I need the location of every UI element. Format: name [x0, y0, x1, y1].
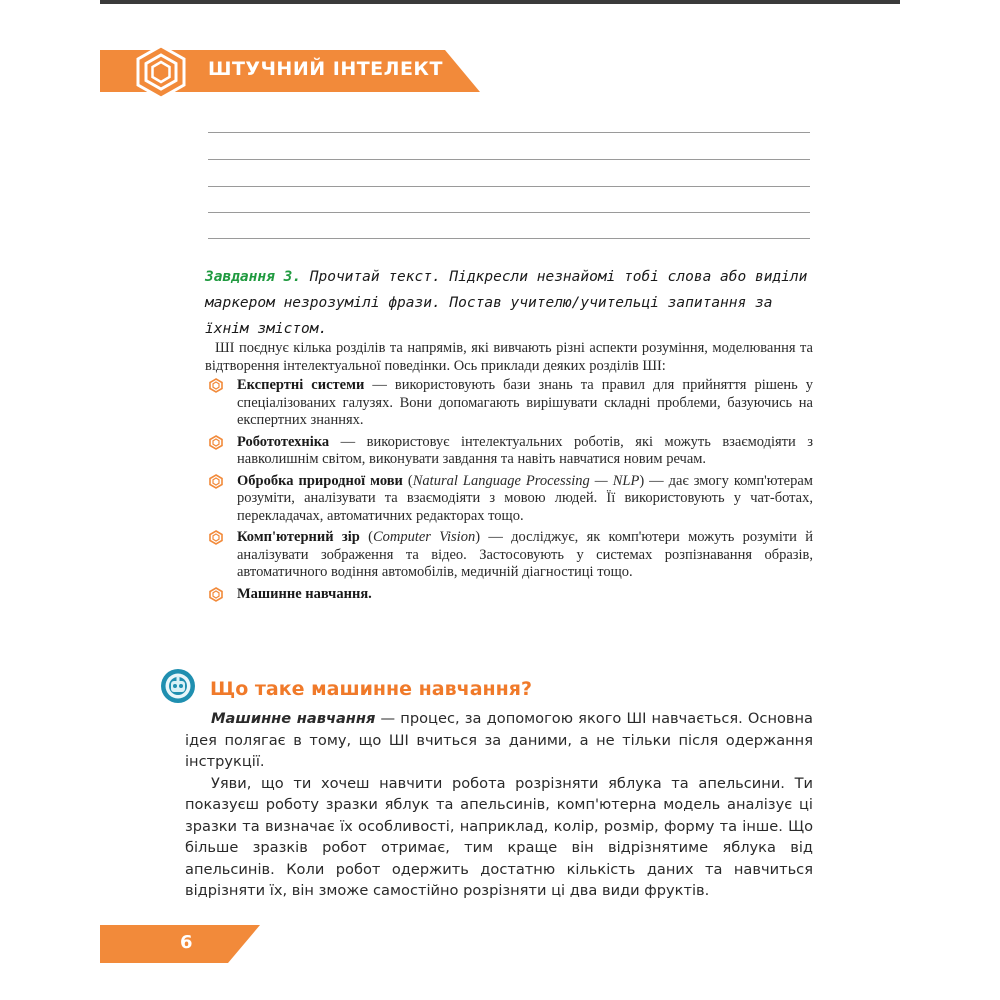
list-item — [205, 529, 813, 582]
bullet-tail: ) — досліджує, як комп'ютери можуть розуміти й аналізувати зображення та відео. Застосовують у системах розпізнавання образів, автоматичного водіння автомобілів, медичній діагностиці тощо. — [237, 529, 813, 580]
section-title: Що таке машинне навчання? — [210, 678, 532, 700]
hexagon-bullet-icon — [209, 435, 223, 450]
paragraph-text: — процес, за допомогою якого ШІ навчається. Основна ідея полягає в тому, що ШІ вчиться за даними, а не тільки після одержання інструкції. — [185, 710, 814, 770]
paragraph: Уяви, що ти хочеш навчити робота розрізняти яблука та апельсини. Ти показуєш роботу зразки яблук та апельсинів, комп'ютерна модель аналізує ці зразки та визначає їх особливості, наприклад, колір, розмір, форму та інше. Що більше зразків робот отримає, тим краще він відрізнятиме яблука від апельсинів. Коли робот одержить достатню кількість даних та навчиться відрізняти їх, він зможе самостійно розрізняти ці два види фруктів. — [185, 774, 813, 899]
hexagon-bullet-icon — [209, 474, 223, 489]
hexagon-bullet-icon — [209, 530, 223, 545]
list-item — [205, 434, 813, 469]
machine-learning-text — [185, 708, 813, 902]
list-item — [205, 586, 813, 604]
page-number: 6 — [180, 932, 193, 953]
bullet-text: — використовує інтелектуальних роботів, які можуть взаємодіяти з навколишнім світом, виконувати завдання та навіть навчатися новим речам. — [237, 433, 813, 467]
task-text: Прочитай текст. Підкресли незнайомі тобі слова або виділи маркером незрозумілі фрази. Постав учителю/учительці запитання за їхнім змістом. — [205, 269, 808, 337]
intro-paragraph — [205, 340, 813, 375]
task-label: Завдання 3. — [205, 269, 302, 285]
bullet-italic: Computer Vision — [372, 529, 476, 545]
answer-line — [208, 212, 810, 213]
list-item — [205, 377, 813, 430]
ai-sections-text — [205, 340, 813, 607]
bullet-term: Машинне навчання. — [237, 585, 372, 602]
bullet-text: ( — [402, 472, 413, 489]
answer-line — [208, 132, 810, 133]
bullet-term: Обробка природної мови — [237, 472, 403, 489]
bullet-text: — використовують бази знань та правил для прийняття рішень у спеціалізованих галузях. Вони допомагають вирішувати складні проблеми, базуючись на експертних знаннях. — [237, 377, 813, 428]
answer-line — [208, 238, 810, 239]
bullet-term: Комп'ютерний зір — [237, 529, 360, 545]
answer-line — [208, 186, 810, 187]
header-title: ШТУЧНИЙ ІНТЕЛЕКТ — [208, 58, 443, 80]
hexagon-bullet-icon — [209, 378, 223, 393]
sections-list — [205, 377, 813, 603]
task-instruction — [205, 264, 815, 342]
list-item — [205, 473, 813, 526]
bullet-term: Робототехніка — [237, 433, 330, 450]
hexagon-icon — [135, 44, 187, 100]
bullet-italic: Natural Language Processing — NLP — [412, 472, 640, 489]
intro-text: ШІ поєднує кілька розділів та напрямів, які вивчають різні аспекти розуміння, моделювання та відтворення інтелектуальної поведінки. Ось приклади деяких розділів ШІ: — [205, 340, 813, 374]
paragraph — [185, 708, 813, 773]
bullet-tail: ) — дає змогу комп'ютерам розуміти, аналізувати та взаємодіяти з мовою людей. Її використовують у чат-ботах, перекладачах, автоматичних редакторах тощо. — [237, 472, 813, 524]
top-border — [100, 0, 900, 4]
robot-head-icon — [160, 668, 196, 704]
hexagon-bullet-icon — [209, 587, 223, 602]
bullet-term: Експертні системи — [237, 377, 365, 393]
bullet-text: ( — [359, 529, 373, 545]
term: Машинне навчання — [211, 710, 376, 727]
answer-line — [208, 159, 810, 160]
